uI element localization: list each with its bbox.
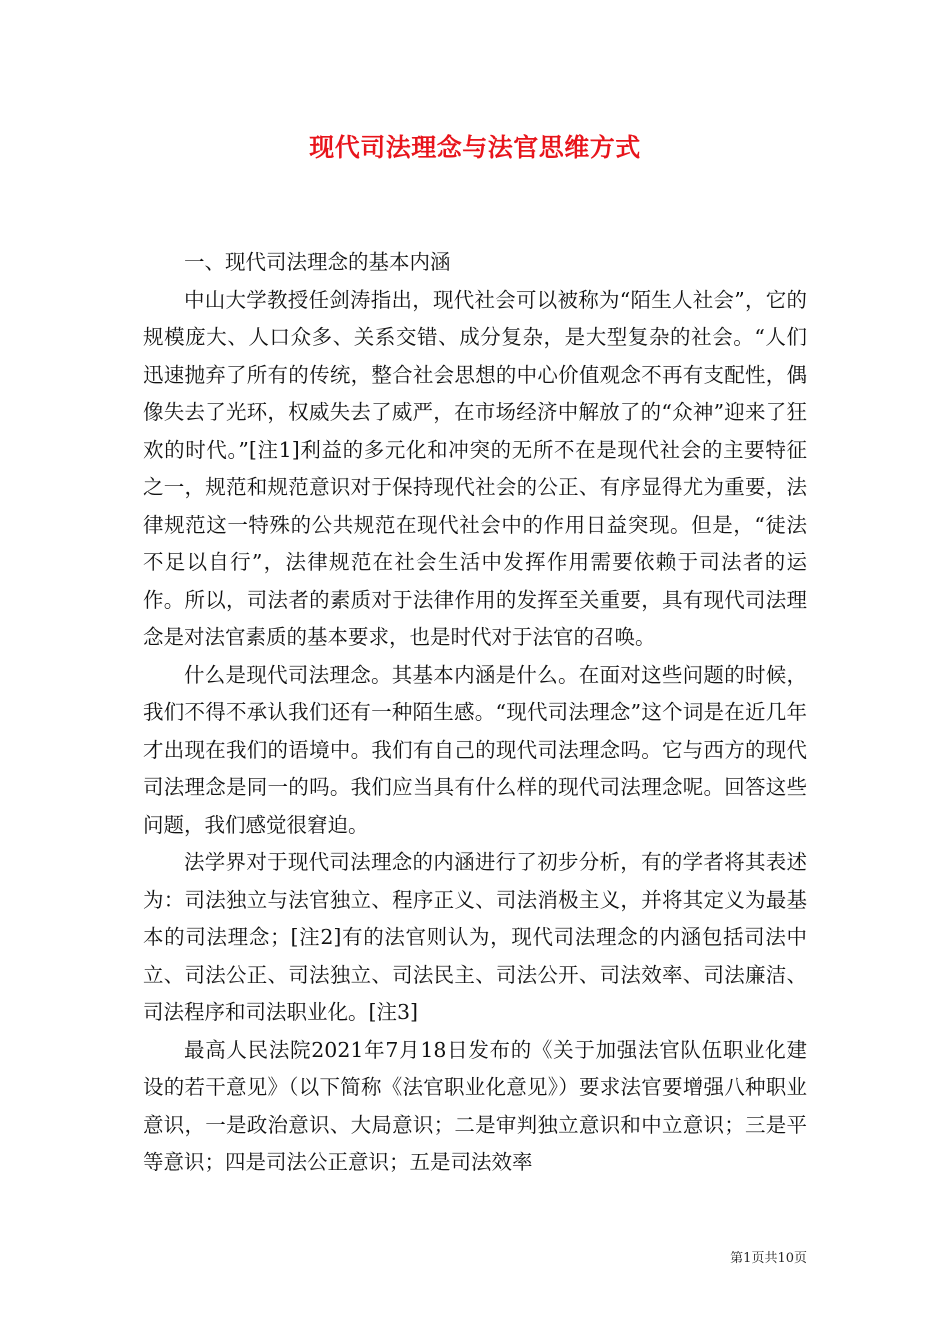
document-body [143, 244, 807, 1182]
paragraph-1: 中山大学教授任剑涛指出，现代社会可以被称为“陌生人社会”，它的规模庞大、人口众多、关系交错、成分复杂，是大型复杂的社会。“人们迅速抛弃了所有的传统，整合社会思想的中心价值观念不再有支配性，偶像失去了光环，权威失去了威严，在市场经济中解放了的“众神”迎来了狂欢的时代。”[注1]利益的多元化和冲突的无所不在是现代社会的主要特征之一，规范和规范意识对于保持现代社会的公正、有序显得尤为重要，法律规范这一特殊的公共规范在现代社会中的作用日益突现。但是，“徒法不足以自行”，法律规范在社会生活中发挥作用需要依赖于司法者的运作。所以，司法者的素质对于法律作用的发挥至关重要，具有现代司法理念是对法官素质的基本要求，也是时代对于法官的召唤。 [143, 287, 807, 649]
document-title: 现代司法理念与法官思维方式 [309, 133, 641, 162]
paragraph-4: 最高人民法院2021年7月18日发布的《关于加强法官队伍职业化建设的若干意见》（以下简称《法官职业化意见》）要求法官要增强八种职业意识，一是政治意识、大局意识；二是审判独立意识和中立意识；三是平等意识；四是司法公正意识；五是司法效率 [143, 1037, 807, 1174]
section-heading: 一、现代司法理念的基本内涵 [184, 250, 451, 274]
paragraph-3: 法学界对于现代司法理念的内涵进行了初步分析，有的学者将其表述为：司法独立与法官独立、程序正义、司法消极主义，并将其定义为最基本的司法理念；[注2]有的法官则认为，现代司法理念的内涵包括司法中立、司法公正、司法独立、司法民主、司法公开、司法效率、司法廉洁、司法程序和司法职业化。[注3] [143, 850, 807, 1024]
paragraph-2: 什么是现代司法理念。其基本内涵是什么。在面对这些问题的时候，我们不得不承认我们还有一种陌生感。“现代司法理念”这个词是在近几年才出现在我们的语境中。我们有自己的现代司法理念吗。它与西方的现代司法理念是同一的吗。我们应当具有什么样的现代司法理念呢。回答这些问题，我们感觉很窘迫。 [143, 662, 807, 837]
page-number-footer: 第1页共10页 [730, 1251, 807, 1266]
